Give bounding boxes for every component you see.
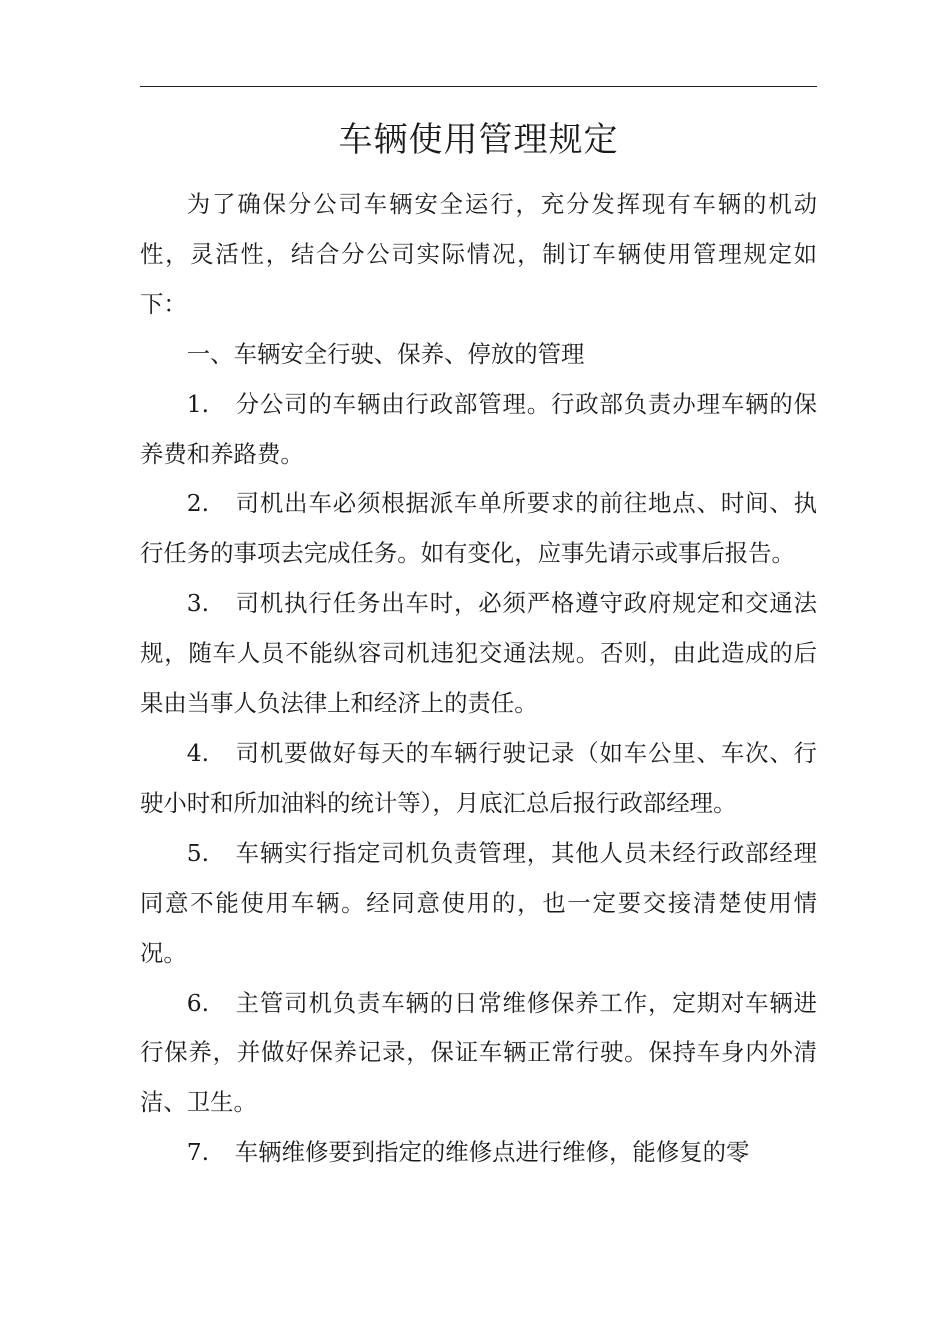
item-number: 7. — [186, 1138, 210, 1167]
list-item — [140, 579, 817, 729]
list-item — [140, 1128, 817, 1178]
section-heading: 一、车辆安全行驶、保养、停放的管理 — [186, 339, 585, 368]
item-number: 1. — [186, 389, 210, 418]
list-item — [140, 729, 817, 829]
item-text: 分公司的车辆由行政部管理。行政部负责办理车辆的保养费和养路费。 — [140, 389, 817, 468]
item-text: 主管司机负责车辆的日常维修保养工作，定期对车辆进行保养，并做好保养记录，保证车辆正常行驶。保持车身内外清洁、卫生。 — [140, 988, 817, 1117]
item-text: 司机出车必须根据派车单所要求的前往地点、时间、执行任务的事项去完成任务。如有变化，应事先请示或事后报告。 — [140, 489, 817, 568]
item-number: 4. — [186, 738, 210, 767]
list-item — [140, 979, 817, 1129]
list-item — [140, 479, 817, 579]
item-text: 司机执行任务出车时，必须严格遵守政府规定和交通法规，随车人员不能纵容司机违犯交通法规。否则，由此造成的后果由当事人负法律上和经济上的责任。 — [140, 589, 817, 718]
item-number: 2. — [186, 489, 210, 518]
document-body — [140, 180, 817, 1178]
item-number: 3. — [186, 589, 210, 618]
item-number: 6. — [186, 988, 210, 1017]
list-item — [140, 829, 817, 979]
item-text: 车辆维修要到指定的维修点进行维修，能修复的零 — [234, 1138, 750, 1167]
item-number: 5. — [186, 838, 210, 867]
list-item — [140, 380, 817, 480]
header-rule — [140, 86, 817, 87]
item-text: 司机要做好每天的车辆行驶记录（如车公里、车次、行驶小时和所加油料的统计等），月底汇总后报行政部经理。 — [140, 738, 817, 817]
document-title: 车辆使用管理规定 — [338, 120, 619, 160]
intro-paragraph: 为了确保分公司车辆安全运行，充分发挥现有车辆的机动性，灵活性，结合分公司实际情况，制订车辆使用管理规定如下： — [140, 190, 817, 318]
item-text: 车辆实行指定司机负责管理，其他人员未经行政部经理同意不能使用车辆。经同意使用的，也一定要交接清楚使用情况。 — [140, 838, 817, 967]
